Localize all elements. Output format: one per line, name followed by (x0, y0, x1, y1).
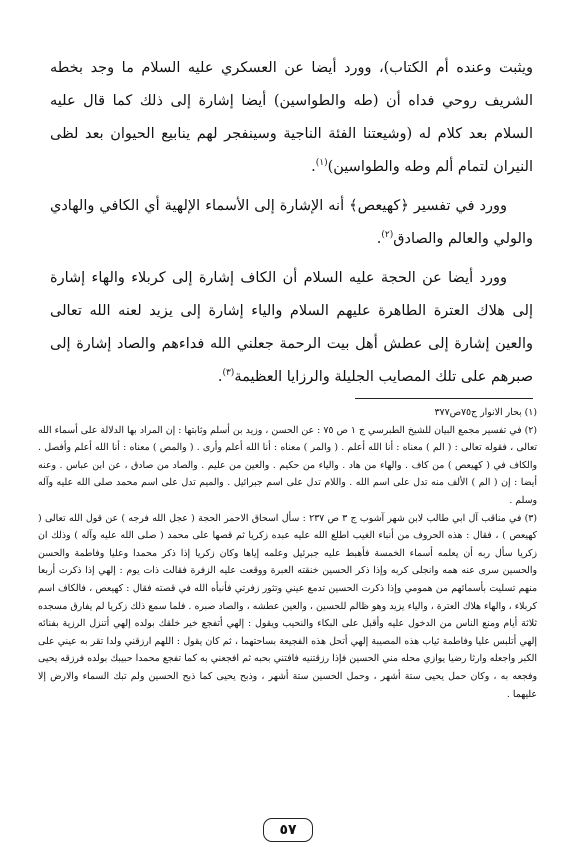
footnote-ref-1: (١) (315, 158, 328, 169)
paragraph-1-text: ويثبت وعنده أم الكتاب)، وورد أيضا عن العسكري عليه السلام ما وجد بخطه الشريف روحي فداه أن (طه والطواسين) أيضا إشارة إلى ذلك كما قال عليه السلام بعد كلام له (وشيعتنا الفئة الناجية وسينفجر لهم ينابيع الحيوان بعد لظى النيران لتمام ألم وطه والطواسين) (50, 60, 533, 175)
footnote-2: (٢) في تفسير مجمع البيان للشيخ الطبرسي ج ١ ص ٧٥ : عن الحسن ، وزيد بن أسلم وثابتها : إن المراد بها الدلالة على أسماء الله تعالى ، فقوله تعالى : ( الم ) معناه : أنا الله أعلم . ( والمر ) معناه : أنا الله أعلم وأرى . ( والمص ) معناه : أنا الله أعلم وأفصل . والكاف في ( كهيعص ) من كاف . والهاء من هاد . والياء من حكيم . والعين من عليم . والصاد من صادق ، عن ابن عباس . وعنه أيضا : إن ( الم ) الألف منه تدل على اسم الله . واللام تدل على اسم جبرائيل . والميم تدل على اسم محمد صلى الله عليه وآله وسلم . (38, 424, 537, 506)
footnote-ref-3: (٣) (222, 368, 235, 379)
footnote-1: (١) بحار الانوار ج٧٥ص٣٧٧ (434, 407, 537, 418)
footnote-ref-2: (٢) (381, 230, 394, 241)
main-text (50, 52, 533, 400)
footnotes (38, 404, 537, 703)
paragraph-2-text: وورد في تفسير ﴿كهيعص﴾ أنه الإشارة إلى الأسماء الإلهية أي الكافي والهادي والولي والعالم والصادق (50, 198, 533, 247)
paragraph-3-text: وورد أيضا عن الحجة عليه السلام أن الكاف إشارة إلى كربلاء والهاء إشارة إلى هلاك العترة الطاهرة عليهم السلام والياء إشارة إلى يزيد لعنه الله تعالى والعين إشارة إلى عطش أهل بيت الرحمة جعلني الله فداءهم والصاد إشارة إلى صبرهم على تلك المصايب الجليلة والرزايا العظيمة (50, 270, 533, 385)
paragraph-1: ويثبت وعنده أم الكتاب)، وورد أيضا عن العسكري عليه السلام ما وجد بخطه الشريف روحي فداه أن (طه والطواسين) أيضا إشارة إلى ذلك كما قال عليه السلام بعد كلام له (وشيعتنا الفئة الناجية وسينفجر لهم ينابيع الحيوان بعد لظى النيران لتمام ألم وطه والطواسين)$^{(١)}$. (50, 60, 533, 175)
paragraph-2: وورد في تفسير ﴿كهيعص﴾ أنه الإشارة إلى الأسماء الإلهية أي الكافي والهادي والولي والعالم والصادق$^{(٢)}$. (50, 198, 533, 247)
footnote-divider (355, 398, 533, 399)
footnote-3: (٣) في مناقب آل ابي طالب لابن شهر آشوب ج ٣ ص ٢٣٧ : سأل اسحاق الاحمر الحجة ( عجل الله فرجه ) عن قول الله تعالى ( كهيعص ) ، فقال : هذه الحروف من أنباء الغيب اطلع الله عليه عبده زكريا ثم قصها على محمد ( صلى الله عليه وآله ) وذلك ان زكريا سأل ربه أن يعلمه أسماء الخمسة فأهبط عليه جبرئيل وعلمه إياها وكان زكريا إذا ذكر محمدا وعليا وفاطمة والحسن والحسين سرى عنه همه وانجلى كربه وإذا ذكر الحسين خنقته العبرة ووقعت عليه الزفرة فقالت ذات يوم : إلهي إذا ذكرت أربعا منهم تسليت بأسمائهم من همومي وإذا ذكرت الحسين تدمع عيني وتثور زفرتي فأنبأه الله في قصته فقال : كهيعص ، فالكاف اسم كربلاء ، والهاء هلاك العترة ، والياء يزيد وهو ظالم للحسين ، والعين عطشه ، والصاد صبره . فلما سمع ذلك زكريا لم يفارق مسجده ثلاثة أيام ومنع الناس من الدخول عليه وأقبل على البكاء والنحيب ويقول : إلهي أتفجع خير خلقك بولده إلهي أتنزل الرزية بفنائه إلهي أتلبس عليا وفاطمة ثياب هذه المصيبة إلهي أتحل هذه الفجيعة بساحتهما ، ثم كان يقول : اللهم ارزقني ولدا تقر به عيني على الكبر واجعله وارثا رضيا يوازي محله مني الحسين فإذا رزقتنيه فافتني بحبه ثم افجعني به كما تفجع محمدا حبيبك بولده فرزقه يحيى وفجعه به ، وكان حمل يحيى ستة أشهر ، وحمل الحسين ستة أشهر ، وذبح يحيى كما ذبح الحسين ولم تبك السماء والارض إلا عليهما . (38, 512, 537, 700)
paragraph-3: وورد أيضا عن الحجة عليه السلام أن الكاف إشارة إلى كربلاء والهاء إشارة إلى هلاك العترة الطاهرة عليهم السلام والياء إشارة إلى يزيد لعنه الله تعالى والعين إشارة إلى عطش أهل بيت الرحمة جعلني الله فداءهم والصاد إشارة إلى صبرهم على تلك المصايب الجليلة والرزايا العظيمة$^{(٣)}$. (50, 270, 533, 385)
page-number: ٥٧ (263, 818, 313, 842)
